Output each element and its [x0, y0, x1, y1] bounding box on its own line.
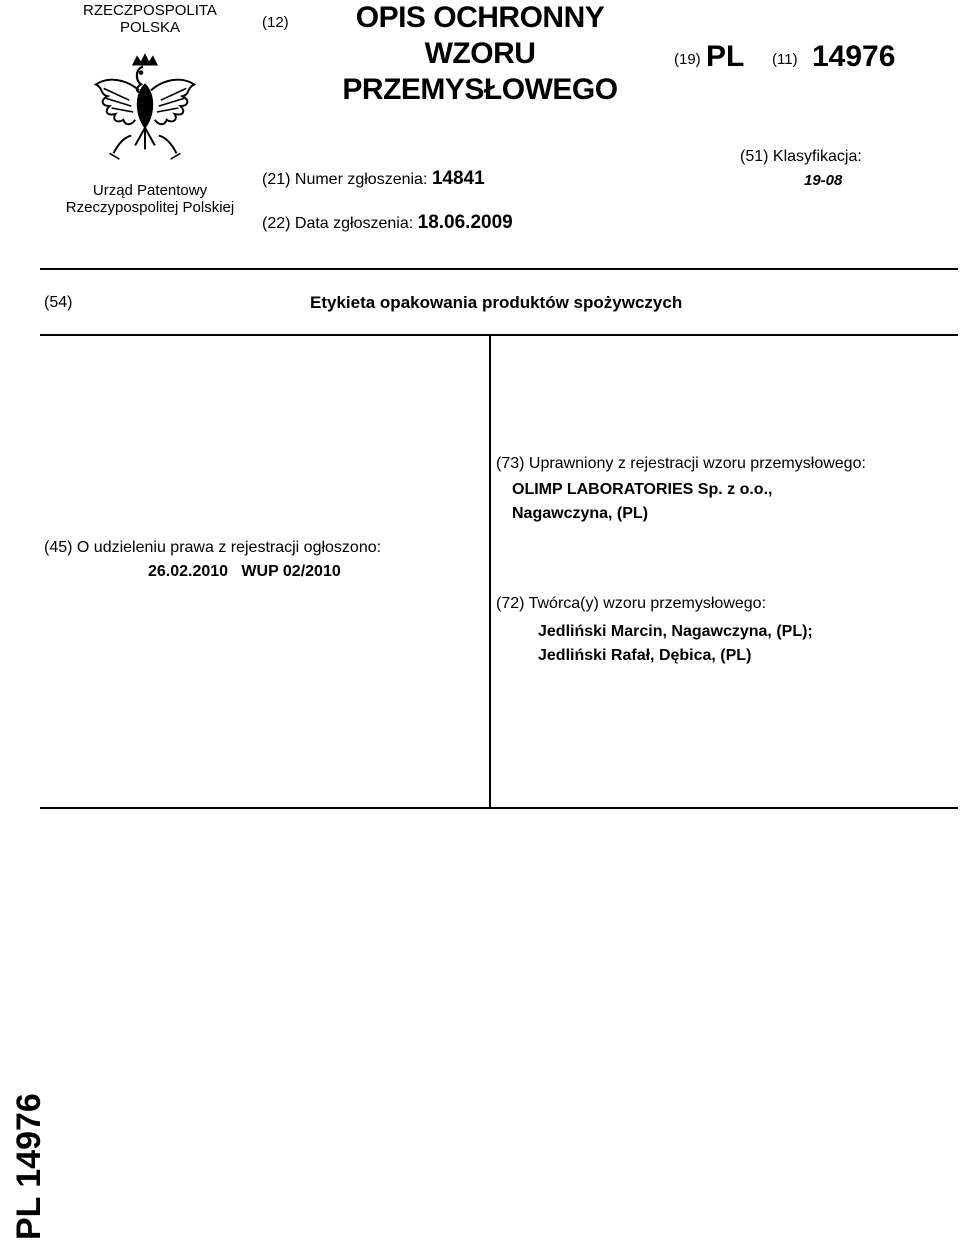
design-title: Etykieta opakowania produktów spożywczych — [310, 293, 683, 312]
classification-value: 19-08 — [804, 172, 843, 189]
right-holder — [512, 478, 772, 526]
divider-title — [40, 334, 958, 336]
code-19: (19) — [674, 51, 701, 68]
divider-vertical — [489, 335, 491, 809]
code-12: (12) — [262, 14, 289, 31]
application-date — [262, 212, 513, 234]
right-holder-line-1: OLIMP LABORATORIES Sp. z o.o., — [512, 481, 773, 498]
right-holder-label: (73) Uprawniony z rejestracji wzoru przemysłowego: — [496, 455, 866, 472]
application-date-label: (22) Data zgłoszenia: — [262, 215, 414, 232]
divider-bottom — [40, 807, 958, 809]
designer-line-2: Jedliński Rafał, Dębica, (PL) — [538, 647, 752, 664]
designers — [538, 620, 813, 668]
designers-label: (72) Twórca(y) wzoru przemysłowego: — [496, 595, 767, 612]
application-number — [262, 168, 485, 190]
grant-publication-value: 26.02.2010 WUP 02/2010 — [148, 563, 341, 580]
patent-office-name — [50, 182, 250, 216]
classification-label: (51) Klasyfikacja: — [740, 148, 862, 165]
code-11: (11) — [772, 51, 798, 68]
document-title — [310, 0, 650, 108]
design-title-label: (54) — [44, 294, 73, 311]
right-holder-line-2: Nagawczyna, (PL) — [512, 505, 649, 522]
country-line-2: POLSKA — [119, 19, 181, 36]
application-number-label: (21) Numer zgłoszenia: — [262, 171, 428, 188]
title-line-2: WZORU — [424, 37, 536, 70]
title-line-3: PRZEMYSŁOWEGO — [342, 73, 618, 106]
office-line-1: Urząd Patentowy — [92, 182, 208, 199]
office-line-2: Rzeczypospolitej Polskiej — [65, 199, 235, 216]
application-date-value: 18.06.2009 — [417, 212, 513, 233]
white-eagle-emblem-icon — [86, 50, 204, 170]
country-code: PL — [706, 40, 745, 73]
side-document-number: PL 14976 — [10, 1093, 48, 1240]
country-name — [60, 2, 240, 36]
divider-top — [40, 268, 958, 270]
grant-publication-label: (45) O udzieleniu prawa z rejestracji ogłoszono: — [44, 539, 382, 556]
designer-line-1: Jedliński Marcin, Nagawczyna, (PL); — [538, 623, 813, 640]
application-number-value: 14841 — [431, 168, 485, 189]
publication-number: 14976 — [812, 40, 896, 73]
title-line-1: OPIS OCHRONNY — [355, 1, 605, 34]
country-line-1: RZECZPOSPOLITA — [83, 2, 217, 19]
